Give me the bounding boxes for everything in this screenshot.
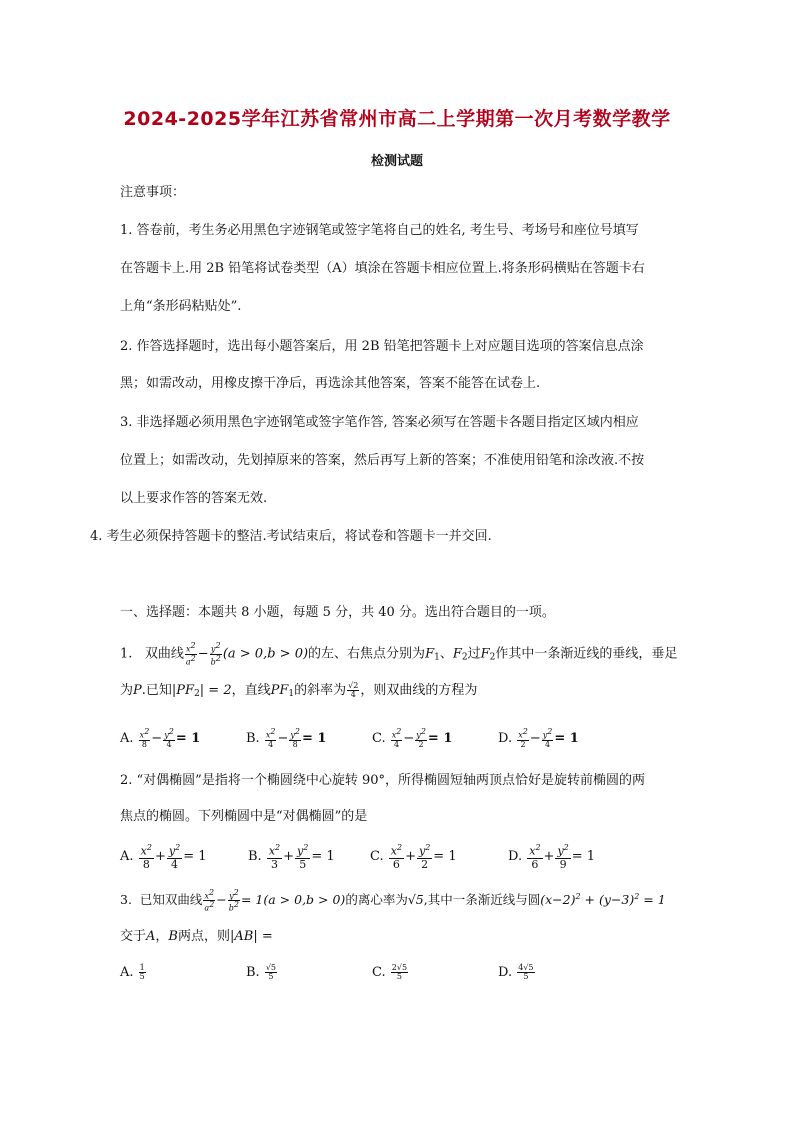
notice-item1-line1: 1. 答卷前，考生务必用黑色字迹钢笔或签字笔将自己的姓名, 考生号、考场号和座位号填写 (120, 223, 639, 238)
question-3-line2: 交于A，B两点，则|AB| = (120, 929, 273, 944)
question-2-option-d[interactable]: D. $\frac{x^2}{6}$ + $\frac{y^2}{9}$ = 1 (508, 843, 596, 871)
question-2-option-c[interactable]: C. $\frac{x^2}{6}$ + $\frac{y^2}{2}$ = 1 (370, 843, 457, 871)
question-2-line1: 2. “对偶椭圆”是指将一个椭圆绕中心旋转 90°，所得椭圆短轴两顶点恰好是旋转前椭圆的两 (120, 773, 646, 788)
question-3-line1: 3. 已知双曲线 $\frac{x^2}{a^2}$ − $\frac{y^2}{b^2}$ = 1(a > 0,b > 0)的离心率为√5,其中一条渐近线与圆$(x-2)^2 + (y-3)^2 = 1$ (120, 887, 666, 913)
question-1-option-a[interactable]: A. $\frac{x^2}{8}$ − $\frac{y^2}{4}$ = 1 (120, 727, 201, 749)
question-1-line2: 为P.已知$|PF_2| = 2$，直线$PF_1$的斜率为 $\frac{√2}{4}$ ，则双曲线的方程为 (120, 681, 478, 699)
notice-item1-line3: 上角“条形码粘贴处”. (120, 299, 242, 314)
question-1-option-c[interactable]: C. $\frac{x^2}{4}$ − $\frac{y^2}{2}$ = 1 (372, 727, 453, 749)
question-3-option-b[interactable]: B. $\frac{√5}{5}$ (246, 963, 277, 981)
question-1-number: 1. (120, 646, 133, 662)
section-heading: 一、选择题：本题共 8 小题，每题 5 分，共 40 分。选出符合题目的一项。 (120, 605, 555, 620)
question-2-option-b[interactable]: B. $\frac{x^2}{3}$ + $\frac{y^2}{5}$ = 1 (248, 843, 335, 871)
notice-item3-line2: 位置上；如需改动，先划掉原来的答案，然后再写上新的答案；不准使用铅笔和涂改液.不按 (120, 453, 645, 468)
question-1-line1: 1. 双曲线 $\frac{x^2}{a^2}$ − $\frac{y^2}{b^2}$ (a > 0,b > 0)的左、右焦点分别为$F_1$、$F_2$过$F_2$作其中一条渐近线的垂线，垂足 (120, 641, 678, 667)
question-1-option-d[interactable]: D. $\frac{x^2}{2}$ − $\frac{y^2}{4}$ = 1 (498, 727, 579, 749)
question-2-line2: 焦点的椭圆。下列椭圆中是“对偶椭圆”的是 (120, 809, 368, 824)
page-subtitle: 检测试题 (370, 154, 423, 169)
notice-item3-line3: 以上要求作答的答案无效. (120, 491, 268, 506)
notice-item1-line2: 在答题卡上.用 2B 铅笔将试卷类型（A）填涂在答题卡相应位置上.将条形码横贴在答题卡右 (120, 261, 645, 276)
notice-item2-line2: 黑；如需改动，用橡皮擦干净后，再选涂其他答案，答案不能答在试卷上. (120, 376, 541, 391)
question-1-option-b[interactable]: B. $\frac{x^2}{4}$ − $\frac{y^2}{8}$ = 1 (246, 727, 327, 749)
notice-heading: 注意事项： (120, 185, 186, 200)
question-3-option-d[interactable]: D. $\frac{4√5}{5}$ (498, 963, 534, 981)
question-3-option-a[interactable]: A. $\frac{1}{5}$ (120, 963, 145, 981)
page-title: 2024-2025学年江苏省常州市高二上学期第一次月考数学教学 (123, 108, 671, 130)
notice-item2-line1: 2. 作答选择题时，选出每小题答案后，用 2B 铅笔把答题卡上对应题目选项的答案信息点涂 (120, 339, 644, 354)
question-3-option-c[interactable]: C. $\frac{2√5}{5}$ (372, 963, 408, 981)
question-2-option-a[interactable]: A. $\frac{x^2}{8}$ + $\frac{y^2}{4}$ = 1 (120, 843, 207, 871)
notice-item4: 4. 考生必须保持答题卡的整洁.考试结束后，将试卷和答题卡一并交回. (90, 529, 492, 544)
notice-item3-line1: 3. 非选择题必须用黑色字迹钢笔或签字笔作答, 答案必须写在答题卡各题目指定区域内相应 (120, 415, 639, 430)
